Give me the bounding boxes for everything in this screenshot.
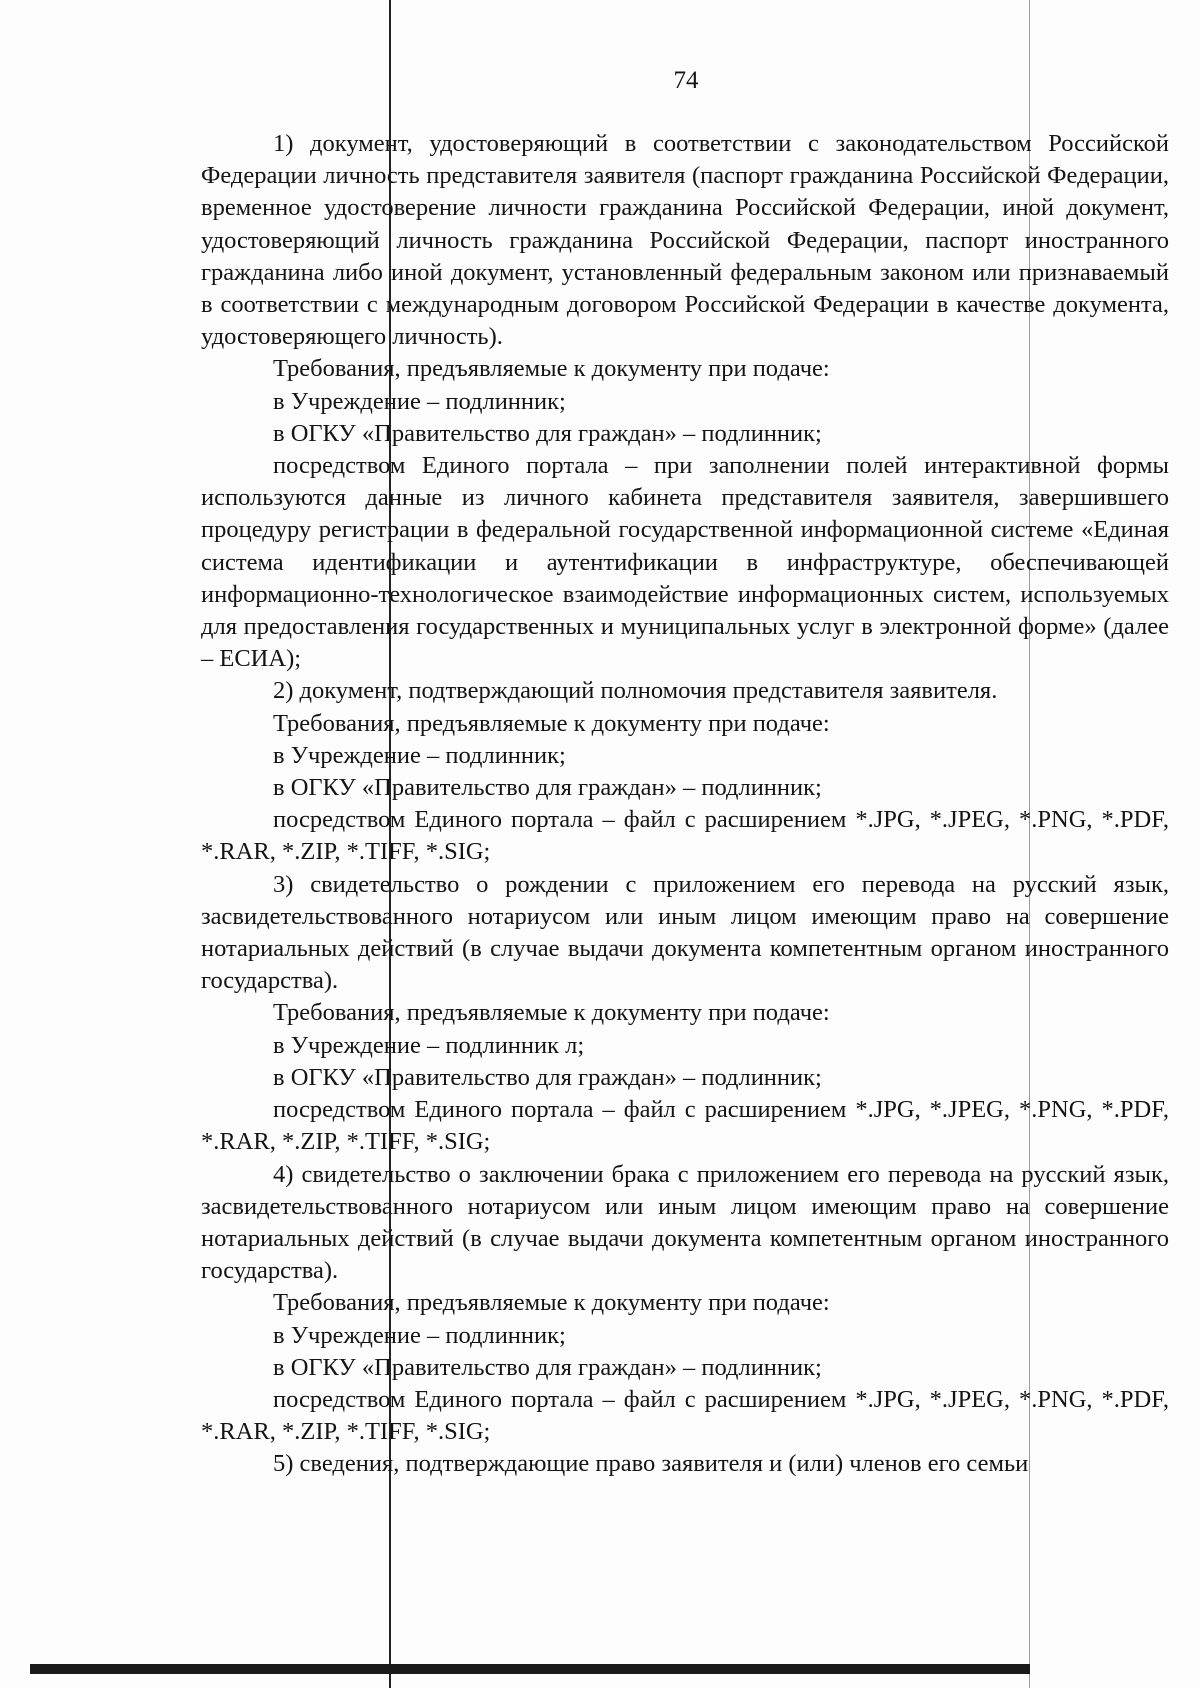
page-number: 74 xyxy=(673,67,699,94)
body-paragraph: посредством Единого портала – файл с расширением *.JPG, *.JPEG, *.PNG, *.PDF, *.RAR, *.ZIP, *.TIFF, *.SIG; xyxy=(201,1096,1169,1156)
body-paragraph: 3) свидетельство о рождении с приложением его перевода на русский язык, засвидетельствованного нотариусом или иным лицом имеющим право на совершение нотариальных действий (в случае выдачи документа компетентным органом иностранного государства). xyxy=(201,870,1169,995)
requirement-line: в Учреждение – подлинник; xyxy=(273,1321,566,1349)
requirement-line: в Учреждение – подлинник л; xyxy=(273,1031,585,1059)
scan-artifact-bar xyxy=(30,1664,1030,1674)
document-body xyxy=(201,128,1169,1481)
requirement-line: Требования, предъявляемые к документу при подаче: xyxy=(273,1289,830,1317)
requirement-line: Требования, предъявляемые к документу при подаче: xyxy=(273,999,830,1027)
body-paragraph: посредством Единого портала – при заполнении полей интерактивной формы используются данные из личного кабинета представителя заявителя, завершившего процедуру регистрации в федеральной государственной информационной системе «Единая система идентификации и аутентификации в инфраструктуре, обеспечивающей информационно-технологическое взаимодействие информационных систем, используемых для предоставления государственных и муниципальных услуг в электронной форме» (далее – ЕСИА); xyxy=(201,452,1169,673)
requirement-line: в ОГКУ «Правительство для граждан» – подлинник; xyxy=(273,419,822,447)
requirement-line: в ОГКУ «Правительство для граждан» – подлинник; xyxy=(273,774,822,802)
requirement-line: в Учреждение – подлинник; xyxy=(273,741,566,769)
requirement-line: в ОГКУ «Правительство для граждан» – подлинник; xyxy=(273,1353,822,1381)
requirement-line: в Учреждение – подлинник; xyxy=(273,387,566,415)
body-paragraph: 1) документ, удостоверяющий в соответствии с законодательством Российской Федерации личность представителя заявителя (паспорт гражданина Российской Федерации, временное удостоверение личности гражданина Российской Федерации, иной документ, удостоверяющий личность гражданина Российской Федерации, паспорт иностранного гражданина либо иной документ, установленный федеральным законом или признаваемый в соответствии с международным договором Российской Федерации в качестве документа, удостоверяющего личность). xyxy=(201,130,1169,351)
body-paragraph: 5) сведения, подтверждающие право заявителя и (или) членов его семьи xyxy=(273,1450,1029,1478)
requirement-line: Требования, предъявляемые к документу при подаче: xyxy=(273,355,830,383)
body-paragraph: посредством Единого портала – файл с расширением *.JPG, *.JPEG, *.PNG, *.PDF, *.RAR, *.ZIP, *.TIFF, *.SIG; xyxy=(201,1385,1169,1446)
body-paragraph: 4) свидетельство о заключении брака с приложением его перевода на русский язык, засвидетельствованного нотариусом или иным лицом имеющим право на совершение нотариальных действий (в случае выдачи документа компетентным органом иностранного государства). xyxy=(201,1160,1169,1285)
requirement-line: в ОГКУ «Правительство для граждан» – подлинник; xyxy=(273,1063,822,1091)
requirement-line: Требования, предъявляемые к документу при подаче: xyxy=(273,709,830,737)
requirement-line: 2) документ, подтверждающий полномочия представителя заявителя. xyxy=(273,677,998,705)
body-paragraph: посредством Единого портала – файл с расширением *.JPG, *.JPEG, *.PNG, *.PDF, *.RAR, *.ZIP, *.TIFF, *.SIG; xyxy=(201,806,1169,866)
